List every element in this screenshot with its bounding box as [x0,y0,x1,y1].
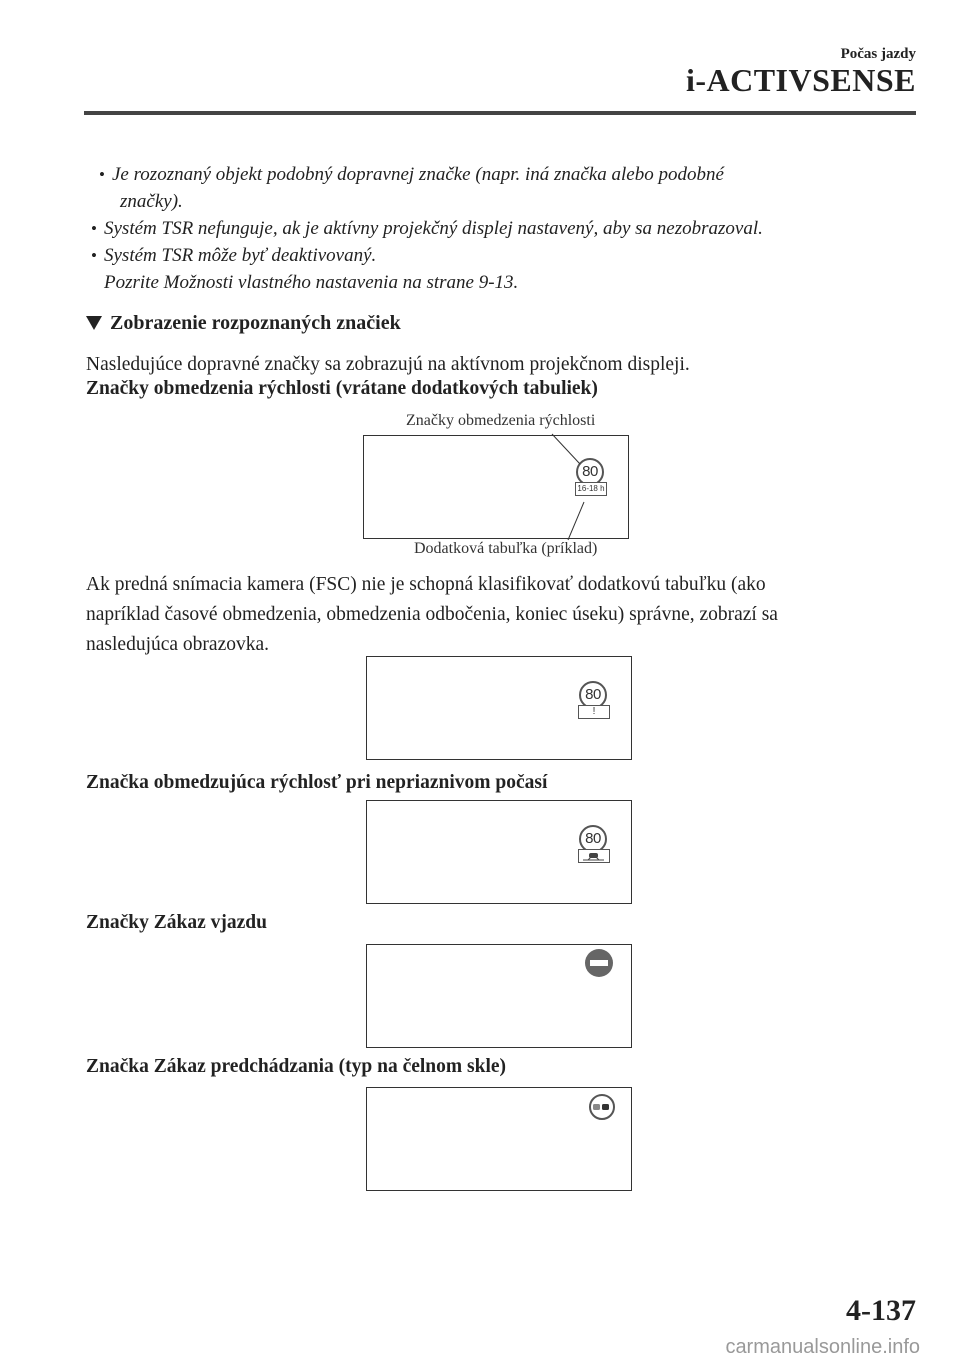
chapter-title: Počas jazdy [840,46,916,62]
heading-no-entry: Značky Zákaz vjazdu [86,912,267,933]
fsc-line: napríklad časové obmedzenia, obmedzenia odbočenia, koniec úseku) správne, zobrazí sa [86,604,778,625]
callout-supplementary-plate: Dodatková tabuľka (príklad) [414,540,598,557]
bullet-dot: • [91,246,97,265]
bullet-item [91,242,377,269]
leader-line-bottom [568,502,584,540]
display-panel-no-entry [366,944,632,1048]
display-panel-unclassified [366,656,632,760]
heading-weather: Značka obmedzujúca rýchlosť pri nepriaznivom počasí [86,772,548,793]
bullet-continuation: značky). [120,191,183,212]
page-number: 4-137 [846,1294,916,1327]
triangle-marker-icon [86,316,102,330]
speed-limit-sign-icon: 80 [579,825,607,853]
speed-limit-sign-icon: 80 [576,458,604,486]
no-passing-sign-icon [589,1094,615,1120]
bullet-dot: • [99,165,105,184]
bullet-text: Systém TSR môže byť deaktivovaný. [104,245,377,266]
bullet-text: Systém TSR nefunguje, ak je aktívny projekčný displej nastavený, aby sa nezobrazoval. [104,218,763,239]
no-entry-sign-icon [585,949,613,977]
section-title: i-ACTIVSENSE [685,62,916,98]
callout-leader-lines [550,426,610,546]
leader-line-top [552,434,580,464]
display-panel-no-passing [366,1087,632,1191]
page-reference: Pozrite Možnosti vlastného nastavenia na strane 9-13. [104,272,519,293]
unknown-plate-icon: ! [578,705,610,719]
callout-speed-sign: Značky obmedzenia rýchlosti [406,412,596,429]
header-rule [84,111,916,115]
subheading-text: Zobrazenie rozpoznaných značiek [110,312,401,334]
intro-paragraph: Nasledujúce dopravné značky sa zobrazujú na aktívnom projekčnom displeji. [86,354,690,375]
bad-weather-plate-icon [578,849,610,863]
watermark: carmanualsonline.info [725,1336,920,1358]
bullet-dot: • [91,219,97,238]
supplementary-plate-icon: 16-18 h [575,482,607,496]
fsc-paragraph [86,570,896,660]
fsc-line: nasledujúca obrazovka. [86,634,270,655]
bullet-item [91,215,914,242]
subheading [86,312,401,335]
bullet-text: Je rozoznaný objekt podobný dopravnej značke (napr. iná značka alebo podobné [112,164,724,185]
display-panel-weather [366,800,632,904]
speed-limit-sign-icon: 80 [579,681,607,709]
heading-no-passing: Značka Zákaz predchádzania (typ na čelnom skle) [86,1056,507,1077]
bullet-item [99,161,902,188]
fsc-line: Ak predná snímacia kamera (FSC) nie je schopná klasifikovať dodatkovú tabuľku (ako [86,574,766,595]
heading-speed-limit: Značky obmedzenia rýchlosti (vrátane dodatkových tabuliek) [86,378,598,399]
